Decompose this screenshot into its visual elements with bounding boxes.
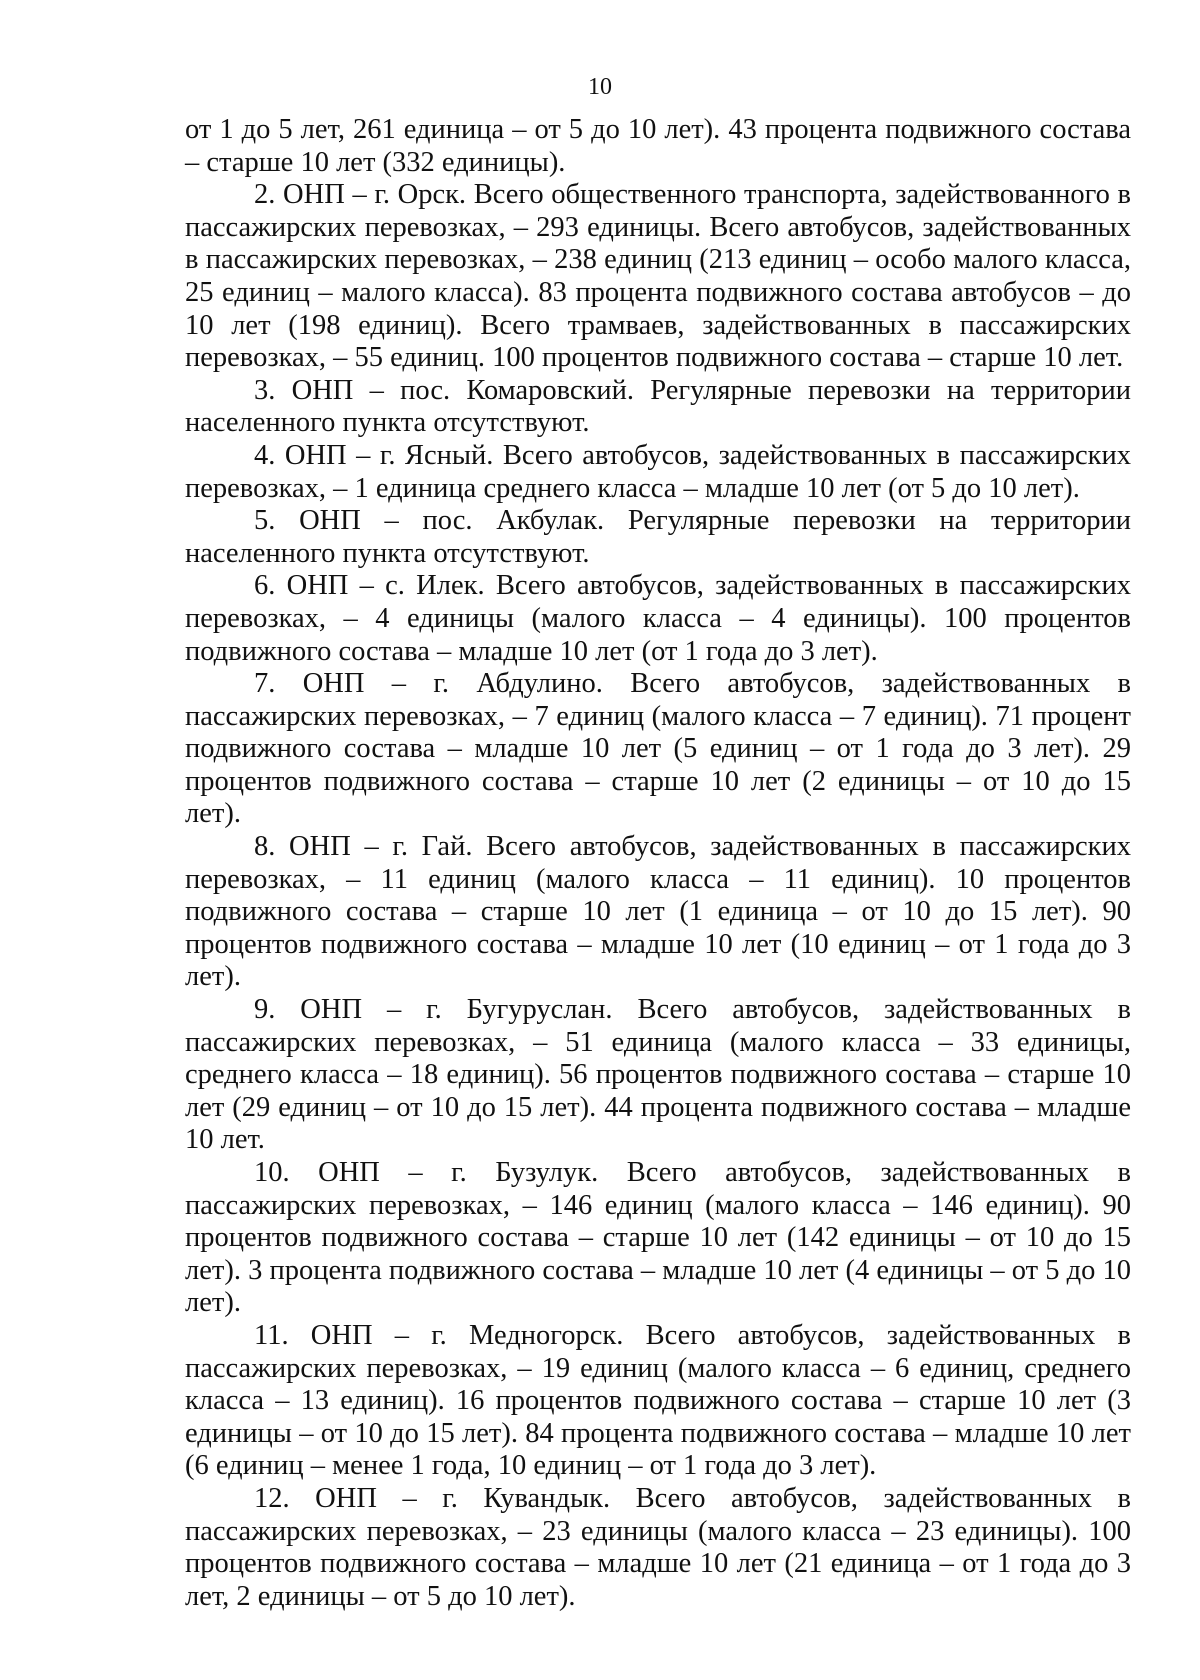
paragraph-item-7-abdulino: 7. ОНП – г. Абдулино. Всего автобусов, задействованных в пассажирских перевозках, – 7 единиц (малого класса – 7 единиц). 71 процент подвижного состава – младше 10 лет (5 единиц – от 1 года до 3 лет). 29 процентов подвижного состава – старше 10 лет (2 единицы – от 10 до 15 лет). [185, 668, 1131, 830]
paragraph-item-12-kuvandyk: 12. ОНП – г. Кувандык. Всего автобусов, задействованных в пассажирских перевозках, – 23 единицы (малого класса – 23 единицы). 100 процентов подвижного состава – младше 10 лет (21 единица – от 1 года до 3 лет, 2 единицы – от 5 до 10 лет). [185, 1482, 1131, 1612]
paragraph-item-3-komarovsky: 3. ОНП – пос. Комаровский. Регулярные перевозки на территории населенного пункта отсутствуют. [185, 374, 1131, 439]
paragraph-item-10-buzuluk: 10. ОНП – г. Бузулук. Всего автобусов, задействованных в пассажирских перевозках, – 146 единиц (малого класса – 146 единиц). 90 процентов подвижного состава – старше 10 лет (142 единицы – от 10 до 15 лет). 3 процента подвижного состава – младше 10 лет (4 единицы – от 5 до 10 лет). [185, 1157, 1132, 1319]
paragraph-item-2-orsk: 2. ОНП – г. Орск. Всего общественного транспорта, задействованного в пассажирских перевозках, – 293 единицы. Всего автобусов, задействованных в пассажирских перевозках, – 238 единиц (213 единиц – особо малого класса, 25 единиц – малого класса). 83 процента подвижного состава автобусов – до 10 лет (198 единиц). Всего трамваев, задействованных в пассажирских перевозках, – 55 единиц. 100 процентов подвижного состава – старше 10 лет. [185, 179, 1131, 374]
paragraph-continuation: от 1 до 5 лет, 261 единица – от 5 до 10 лет). 43 процента подвижного состава – старше 10 лет (332 единицы). [185, 114, 1131, 178]
paragraph-item-6-ilek: 6. ОНП – с. Илек. Всего автобусов, задействованных в пассажирских перевозках, – 4 единицы (малого класса – 4 единицы). 100 процентов подвижного состава – младше 10 лет (от 1 года до 3 лет). [185, 570, 1131, 667]
paragraph-item-9-buguruslan: 9. ОНП – г. Бугуруслан. Всего автобусов, задействованных в пассажирских перевозках, – 51 единица (малого класса – 33 единицы, среднего класса – 18 единиц). 56 процентов подвижного состава – старше 10 лет (29 единиц – от 10 до 15 лет). 44 процента подвижного состава – младше 10 лет. [185, 994, 1131, 1156]
document-body [185, 114, 1131, 1613]
paragraph-item-4-yasny: 4. ОНП – г. Ясный. Всего автобусов, задействованных в пассажирских перевозках, – 1 единица среднего класса – младше 10 лет (от 5 до 10 лет). [185, 439, 1131, 504]
page-number: 10 [588, 74, 612, 100]
paragraph-item-5-akbulak: 5. ОНП – пос. Акбулак. Регулярные перевозки на территории населенного пункта отсутствуют. [185, 505, 1131, 569]
paragraph-item-8-gay: 8. ОНП – г. Гай. Всего автобусов, задействованных в пассажирских перевозках, – 11 единиц (малого класса – 11 единиц). 10 процентов подвижного состава – старше 10 лет (1 единица – от 10 до 15 лет). 90 процентов подвижного состава – младше 10 лет (10 единиц – от 1 года до 3 лет). [185, 831, 1131, 993]
paragraph-item-11-mednogorsk: 11. ОНП – г. Медногорск. Всего автобусов, задействованных в пассажирских перевозках, – 19 единиц (малого класса – 6 единиц, среднего класса – 13 единиц). 16 процентов подвижного состава – старше 10 лет (3 единицы – от 10 до 15 лет). 84 процента подвижного состава – младше 10 лет (6 единиц – менее 1 года, 10 единиц – от 1 года до 3 лет). [185, 1319, 1131, 1482]
